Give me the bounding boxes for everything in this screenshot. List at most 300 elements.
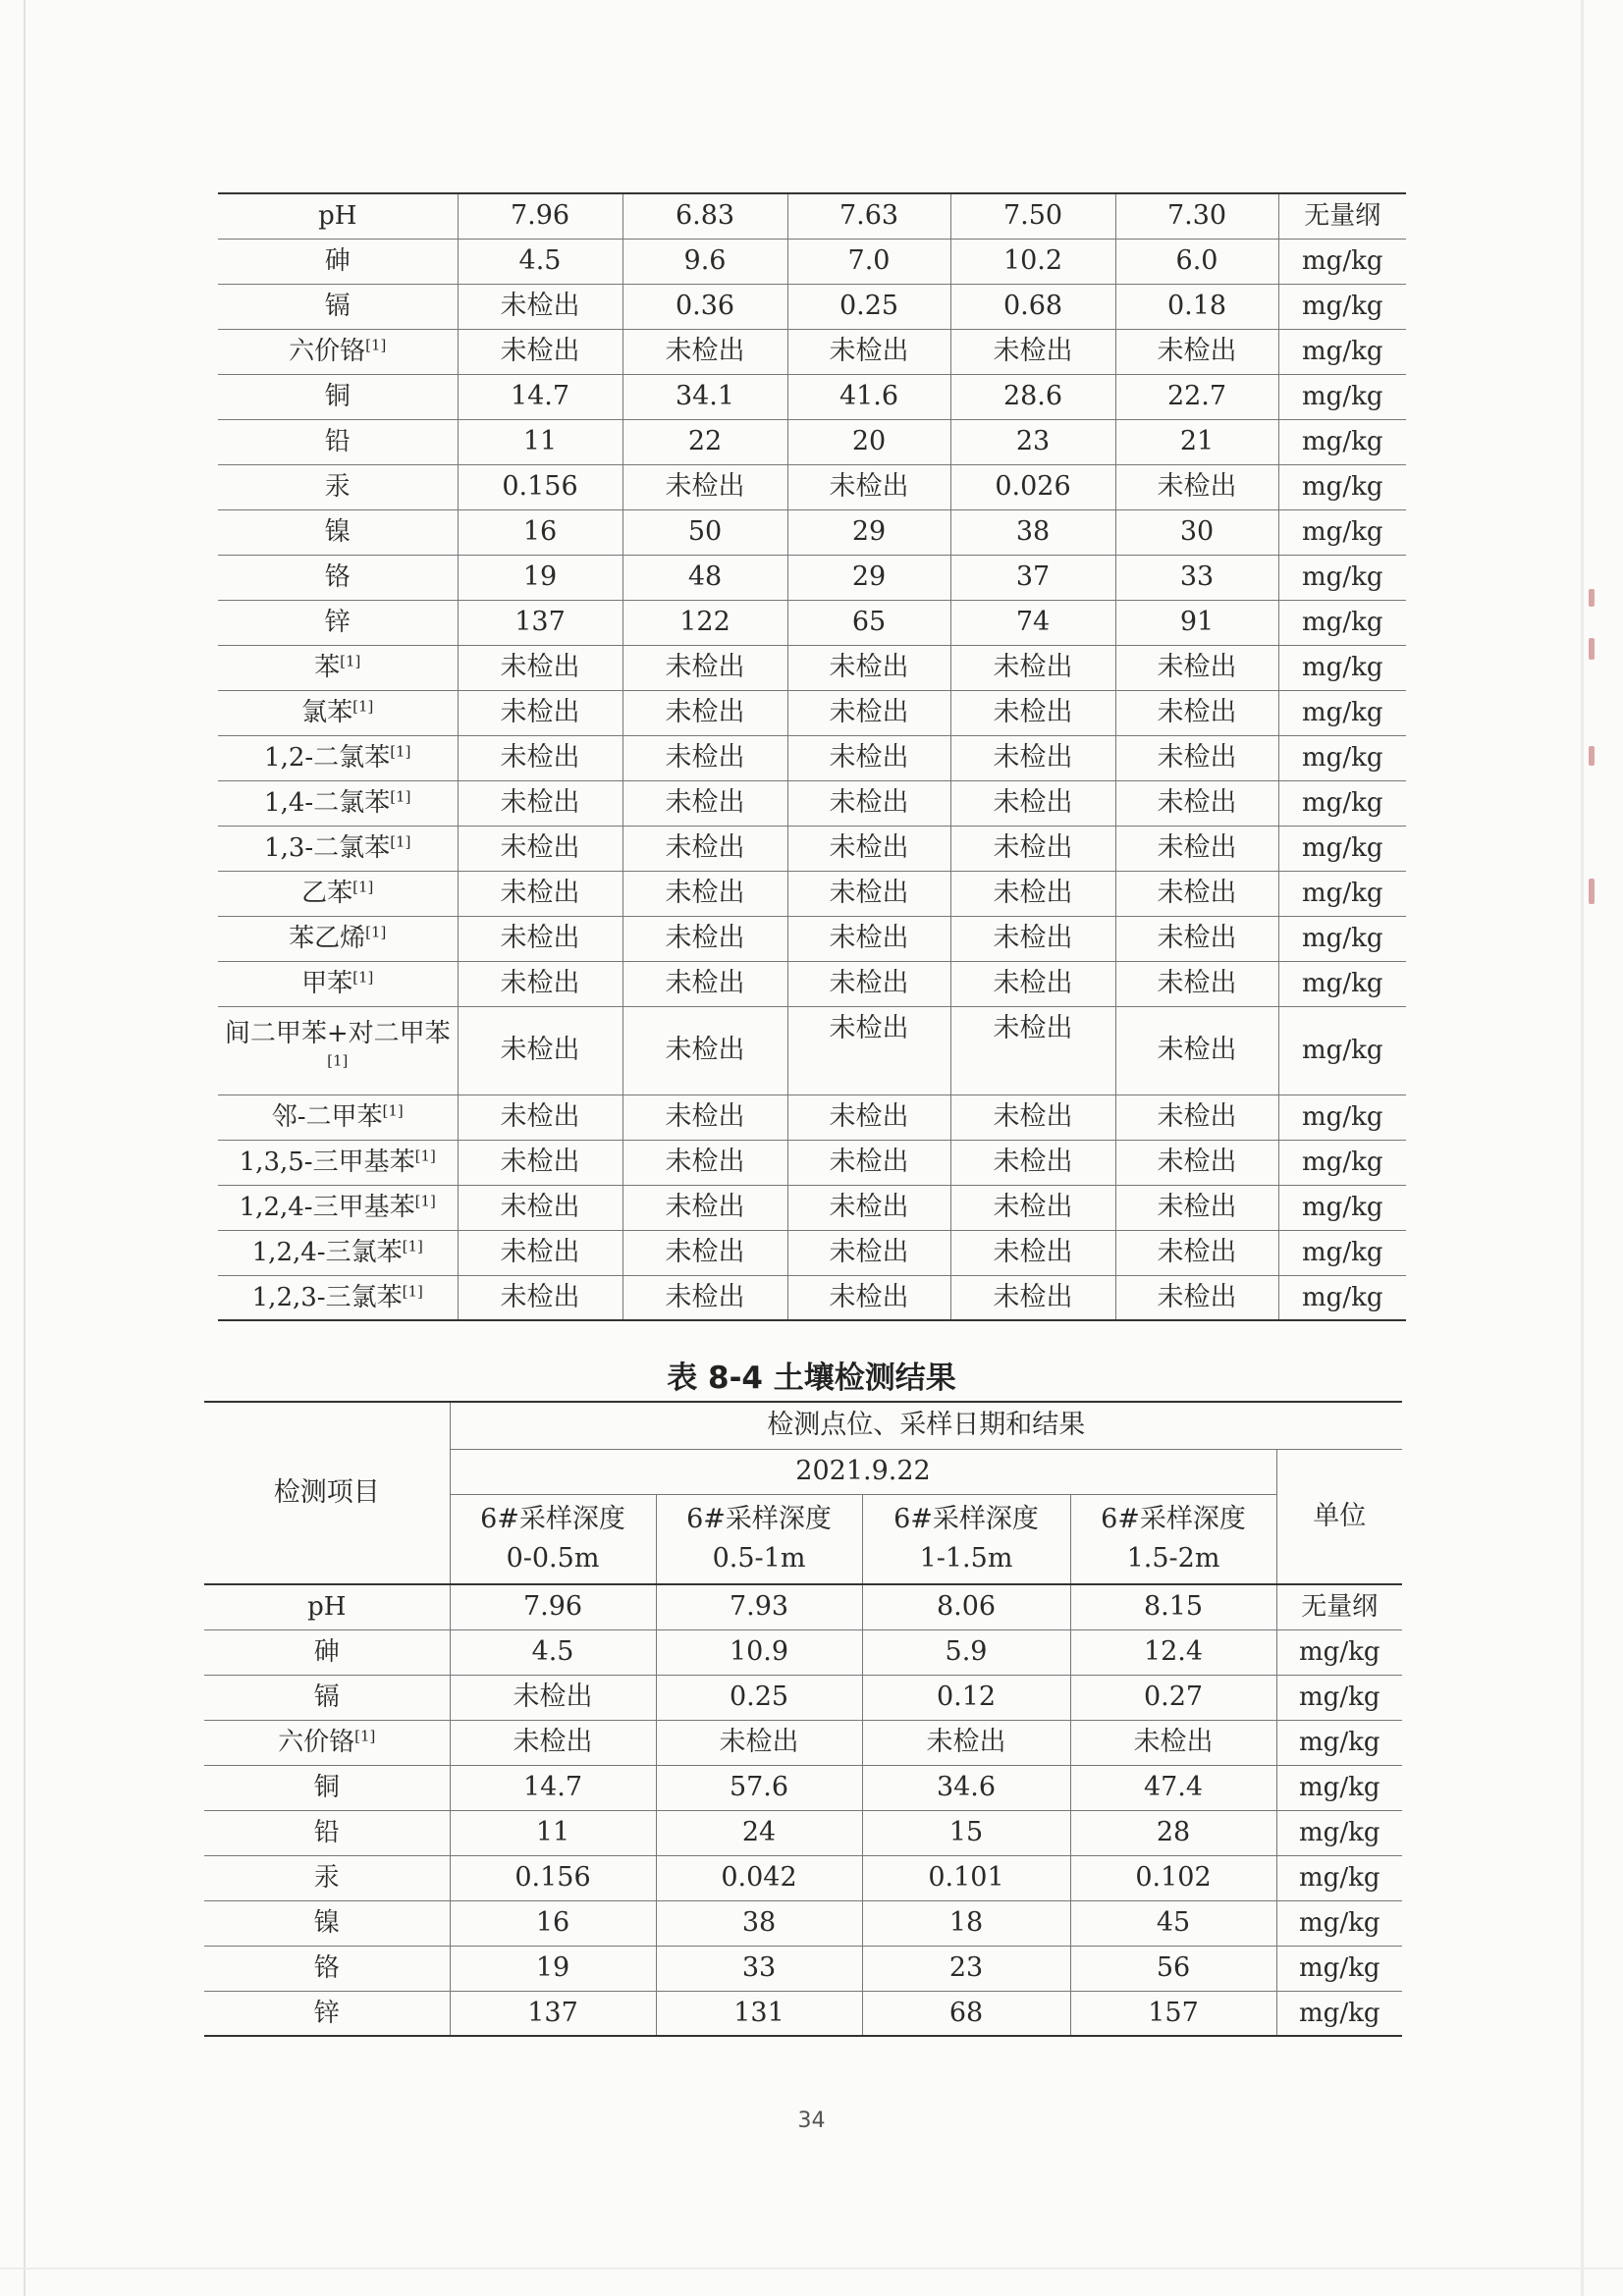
cell-value: 未检出	[458, 826, 622, 871]
cell-unit: mg/kg	[1278, 735, 1406, 780]
cell-value: 5.9	[862, 1629, 1070, 1675]
cell-value: 56	[1070, 1946, 1276, 1991]
cell-item	[218, 826, 458, 871]
cell-value: 137	[450, 1991, 656, 2036]
cell-value: 0.68	[950, 284, 1115, 329]
cell-value: 7.96	[458, 193, 622, 239]
cell-item	[218, 1230, 458, 1275]
table-row	[218, 1275, 1406, 1320]
cell-value: 未检出	[622, 871, 787, 916]
item-name: 1,3,5-三甲基苯	[239, 1148, 415, 1177]
cell-value: 未检出	[622, 961, 787, 1006]
cell-item	[218, 961, 458, 1006]
item-name: 氯苯	[301, 698, 353, 727]
cell-value: 未检出	[950, 1006, 1115, 1095]
cell-value: 22.7	[1115, 374, 1278, 419]
cell-unit: mg/kg	[1276, 1991, 1402, 2036]
cell-item	[218, 1185, 458, 1230]
cell-value: 29	[787, 555, 950, 600]
footnote-ref: [1]	[327, 1051, 349, 1070]
cell-value: 未检出	[458, 1185, 622, 1230]
header-group-label: 检测点位、采样日期和结果	[450, 1402, 1402, 1449]
cell-value: 未检出	[458, 735, 622, 780]
footnote-ref: [1]	[352, 697, 374, 716]
cell-item	[204, 1629, 450, 1675]
item-name: 汞	[324, 472, 351, 502]
cell-value: 57.6	[656, 1765, 862, 1810]
cell-value: 11	[458, 419, 622, 464]
cell-unit: mg/kg	[1276, 1900, 1402, 1946]
cell-value: 未检出	[950, 871, 1115, 916]
cell-value: 33	[656, 1946, 862, 1991]
cell-value: 未检出	[950, 961, 1115, 1006]
cell-value: 0.18	[1115, 284, 1278, 329]
cell-unit: mg/kg	[1278, 1140, 1406, 1185]
item-name: 汞	[313, 1863, 340, 1893]
cell-value: 未检出	[787, 916, 950, 961]
cell-value: 8.06	[862, 1584, 1070, 1629]
cell-item	[218, 464, 458, 509]
item-name: 六价铬	[289, 337, 366, 366]
cell-value: 68	[862, 1991, 1070, 2036]
table-row	[218, 826, 1406, 871]
item-name: 苯乙烯	[289, 924, 366, 953]
cell-value: 未检出	[1115, 735, 1278, 780]
item-name: 乙苯	[301, 879, 353, 908]
cell-value: 未检出	[1115, 916, 1278, 961]
table-row	[204, 1991, 1402, 2036]
cell-item	[218, 1095, 458, 1140]
cell-value: 38	[950, 509, 1115, 555]
cell-value: 未检出	[458, 1275, 622, 1320]
cell-value: 74	[950, 600, 1115, 645]
cell-item	[218, 329, 458, 374]
cell-value: 未检出	[950, 826, 1115, 871]
cell-value: 未检出	[622, 329, 787, 374]
cell-value: 未检出	[458, 1140, 622, 1185]
cell-unit: mg/kg	[1278, 555, 1406, 600]
cell-value: 37	[950, 555, 1115, 600]
cell-value: 未检出	[1070, 1720, 1276, 1765]
table-row	[218, 871, 1406, 916]
cell-value: 未检出	[622, 1006, 787, 1095]
item-name: 铬	[324, 562, 351, 592]
cell-value: 未检出	[1115, 1095, 1278, 1140]
cell-value: 未检出	[950, 645, 1115, 690]
cell-value: 未检出	[1115, 1006, 1278, 1095]
cell-unit: mg/kg	[1278, 871, 1406, 916]
item-name: 锌	[313, 1998, 340, 2028]
cell-unit: mg/kg	[1278, 600, 1406, 645]
header-unit-label: 单位	[1276, 1449, 1402, 1584]
cell-value: 未检出	[787, 961, 950, 1006]
cell-value: 未检出	[787, 735, 950, 780]
table-row	[218, 1230, 1406, 1275]
cell-value: 未检出	[787, 690, 950, 735]
item-name: pH	[318, 201, 357, 232]
footnote-ref: [1]	[390, 787, 411, 806]
header-depth-column	[656, 1494, 862, 1584]
footnote-ref: [1]	[365, 336, 387, 354]
cell-value: 未检出	[950, 1140, 1115, 1185]
depth-label: 6#采样深度	[686, 1503, 832, 1534]
footnote-ref: [1]	[352, 968, 374, 987]
cell-value: 未检出	[950, 329, 1115, 374]
scan-edge-left	[24, 0, 26, 2296]
cell-value: 20	[787, 419, 950, 464]
scan-mark	[1589, 589, 1595, 607]
cell-value: 未检出	[622, 735, 787, 780]
cell-value: 未检出	[622, 1140, 787, 1185]
cell-value: 未检出	[950, 1230, 1115, 1275]
cell-value: 未检出	[1115, 826, 1278, 871]
cell-value: 14.7	[450, 1765, 656, 1810]
item-name: pH	[307, 1592, 347, 1623]
cell-unit: mg/kg	[1276, 1946, 1402, 1991]
cell-value: 9.6	[622, 239, 787, 284]
table-row	[204, 1629, 1402, 1675]
cell-value: 41.6	[787, 374, 950, 419]
cell-value: 未检出	[1115, 780, 1278, 826]
cell-value: 0.102	[1070, 1855, 1276, 1900]
cell-value: 未检出	[787, 1006, 950, 1095]
table-row	[204, 1584, 1402, 1629]
table-caption: 表 8-4 土壤检测结果	[667, 1361, 956, 1396]
cell-value: 未检出	[458, 645, 622, 690]
item-name: 1,3-二氯苯	[264, 833, 391, 863]
item-name: 镍	[313, 1908, 340, 1938]
cell-value: 未检出	[458, 916, 622, 961]
cell-value: 未检出	[622, 1185, 787, 1230]
cell-value: 131	[656, 1991, 862, 2036]
cell-value: 7.96	[450, 1584, 656, 1629]
cell-item	[218, 600, 458, 645]
cell-unit: mg/kg	[1278, 690, 1406, 735]
cell-unit: mg/kg	[1276, 1855, 1402, 1900]
cell-value: 38	[656, 1900, 862, 1946]
cell-value: 未检出	[1115, 1230, 1278, 1275]
cell-unit: mg/kg	[1278, 1185, 1406, 1230]
cell-value: 未检出	[1115, 464, 1278, 509]
table-row	[204, 1810, 1402, 1855]
item-name: 镍	[324, 517, 351, 547]
item-name: 1,2,4-三氯苯	[251, 1238, 403, 1267]
scan-edge-right	[1581, 0, 1584, 2296]
cell-value: 未检出	[950, 1275, 1115, 1320]
table-row	[218, 464, 1406, 509]
cell-value: 157	[1070, 1991, 1276, 2036]
cell-value: 7.0	[787, 239, 950, 284]
cell-value: 未检出	[458, 690, 622, 735]
cell-item	[218, 690, 458, 735]
cell-item	[218, 871, 458, 916]
table-row	[218, 284, 1406, 329]
cell-value: 未检出	[622, 464, 787, 509]
item-name: 镉	[324, 292, 351, 321]
cell-value: 未检出	[622, 826, 787, 871]
cell-item	[218, 239, 458, 284]
item-name: 镉	[313, 1682, 340, 1712]
header-item-label: 检测项目	[204, 1402, 450, 1584]
table-row	[218, 780, 1406, 826]
cell-value: 34.6	[862, 1765, 1070, 1810]
header-depth-column	[862, 1494, 1070, 1584]
cell-value: 4.5	[450, 1629, 656, 1675]
cell-value: 未检出	[458, 284, 622, 329]
cell-value: 未检出	[787, 1095, 950, 1140]
cell-value: 7.63	[787, 193, 950, 239]
cell-item	[204, 1900, 450, 1946]
cell-unit: mg/kg	[1278, 645, 1406, 690]
table-row	[218, 329, 1406, 374]
cell-value: 未检出	[787, 780, 950, 826]
cell-value: 未检出	[787, 871, 950, 916]
cell-value: 137	[458, 600, 622, 645]
item-name: 锌	[324, 608, 351, 637]
cell-unit: 无量纲	[1278, 193, 1406, 239]
cell-item	[218, 419, 458, 464]
footnote-ref: [1]	[390, 742, 411, 761]
cell-value: 16	[450, 1900, 656, 1946]
cell-value: 11	[450, 1810, 656, 1855]
cell-unit: mg/kg	[1278, 916, 1406, 961]
scan-mark	[1589, 879, 1595, 904]
cell-value: 28	[1070, 1810, 1276, 1855]
header-depth-column	[1070, 1494, 1276, 1584]
cell-value: 7.50	[950, 193, 1115, 239]
table-row	[204, 1675, 1402, 1720]
table-row	[204, 1946, 1402, 1991]
table-body	[204, 1584, 1402, 2036]
cell-item	[218, 735, 458, 780]
footnote-ref: [1]	[402, 1237, 423, 1255]
cell-value: 15	[862, 1810, 1070, 1855]
footnote-ref: [1]	[340, 652, 361, 670]
cell-value: 未检出	[1115, 961, 1278, 1006]
scan-mark	[1589, 746, 1595, 766]
table-row	[218, 509, 1406, 555]
footnote-ref: [1]	[382, 1101, 404, 1120]
footnote-ref: [1]	[414, 1192, 436, 1210]
table-row	[218, 239, 1406, 284]
cell-value: 6.0	[1115, 239, 1278, 284]
cell-value: 未检出	[622, 690, 787, 735]
cell-item	[218, 1006, 458, 1095]
cell-item	[218, 916, 458, 961]
cell-unit: mg/kg	[1278, 509, 1406, 555]
cell-value: 10.2	[950, 239, 1115, 284]
cell-value: 未检出	[950, 1185, 1115, 1230]
cell-value: 未检出	[458, 329, 622, 374]
table-row	[218, 961, 1406, 1006]
cell-value: 7.30	[1115, 193, 1278, 239]
cell-unit: mg/kg	[1278, 464, 1406, 509]
table-row	[218, 1185, 1406, 1230]
cell-value: 未检出	[622, 1095, 787, 1140]
table-row	[218, 735, 1406, 780]
item-name: 砷	[324, 246, 351, 276]
item-name: 邻-二甲苯	[271, 1102, 383, 1132]
table-row	[218, 193, 1406, 239]
cell-value: 未检出	[622, 645, 787, 690]
cell-value: 未检出	[787, 645, 950, 690]
cell-unit: mg/kg	[1278, 780, 1406, 826]
cell-value: 23	[950, 419, 1115, 464]
item-name: 铜	[324, 382, 351, 411]
cell-unit: mg/kg	[1278, 1095, 1406, 1140]
cell-unit: mg/kg	[1276, 1720, 1402, 1765]
cell-unit: mg/kg	[1278, 961, 1406, 1006]
depth-range: 1-1.5m	[919, 1542, 1013, 1574]
cell-value: 未检出	[787, 329, 950, 374]
item-name: 1,4-二氯苯	[264, 788, 391, 818]
cell-value: 45	[1070, 1900, 1276, 1946]
cell-unit: mg/kg	[1276, 1765, 1402, 1810]
cell-value: 21	[1115, 419, 1278, 464]
cell-value: 未检出	[450, 1720, 656, 1765]
item-name: 1,2,3-三氯苯	[251, 1282, 403, 1312]
cell-unit: mg/kg	[1278, 1275, 1406, 1320]
depth-range: 0-0.5m	[506, 1542, 600, 1574]
cell-item	[218, 645, 458, 690]
cell-unit: mg/kg	[1278, 1230, 1406, 1275]
cell-unit: mg/kg	[1278, 284, 1406, 329]
cell-value: 未检出	[458, 961, 622, 1006]
cell-value: 未检出	[950, 735, 1115, 780]
cell-value: 0.12	[862, 1675, 1070, 1720]
cell-item	[204, 1584, 450, 1629]
cell-unit: mg/kg	[1278, 1006, 1406, 1095]
cell-item	[218, 1275, 458, 1320]
cell-item	[218, 509, 458, 555]
cell-item	[204, 1720, 450, 1765]
cell-value: 0.36	[622, 284, 787, 329]
table-body	[218, 193, 1406, 1320]
cell-unit: mg/kg	[1278, 329, 1406, 374]
cell-value: 0.101	[862, 1855, 1070, 1900]
cell-value: 未检出	[450, 1675, 656, 1720]
cell-unit: mg/kg	[1278, 419, 1406, 464]
cell-value: 30	[1115, 509, 1278, 555]
cell-item	[204, 1810, 450, 1855]
header-depth-column	[450, 1494, 656, 1584]
footnote-ref: [1]	[390, 832, 411, 851]
cell-item	[218, 555, 458, 600]
cell-value: 0.156	[450, 1855, 656, 1900]
cell-value: 7.93	[656, 1584, 862, 1629]
footnote-ref: [1]	[414, 1147, 436, 1165]
cell-value: 未检出	[1115, 1140, 1278, 1185]
cell-value: 0.25	[787, 284, 950, 329]
scan-mark	[1589, 638, 1595, 660]
table-row	[218, 645, 1406, 690]
cell-value: 未检出	[458, 1095, 622, 1140]
item-name: 六价铬	[278, 1728, 355, 1757]
cell-value: 10.9	[656, 1629, 862, 1675]
cell-value: 34.1	[622, 374, 787, 419]
scan-edge-bottom	[0, 2268, 1623, 2269]
cell-item	[204, 1855, 450, 1900]
cell-value: 0.27	[1070, 1675, 1276, 1720]
table-row	[218, 555, 1406, 600]
cell-item	[218, 780, 458, 826]
cell-item	[204, 1675, 450, 1720]
table-row	[218, 419, 1406, 464]
cell-item	[218, 193, 458, 239]
page-number: 34	[797, 2109, 826, 2133]
cell-value: 未检出	[1115, 329, 1278, 374]
soil-results-table-8-4	[204, 1401, 1402, 2037]
cell-value: 未检出	[1115, 1275, 1278, 1320]
table-row	[218, 1140, 1406, 1185]
cell-value: 24	[656, 1810, 862, 1855]
cell-value: 未检出	[787, 464, 950, 509]
cell-value: 未检出	[787, 1140, 950, 1185]
depth-range: 0.5-1m	[712, 1542, 806, 1574]
cell-item	[218, 374, 458, 419]
item-name: 甲苯	[301, 969, 353, 998]
cell-value: 18	[862, 1900, 1070, 1946]
cell-value: 48	[622, 555, 787, 600]
cell-value: 6.83	[622, 193, 787, 239]
cell-item	[204, 1946, 450, 1991]
table-row	[204, 1900, 1402, 1946]
table-row	[218, 690, 1406, 735]
depth-label: 6#采样深度	[1101, 1503, 1246, 1534]
cell-item	[218, 1140, 458, 1185]
cell-unit: 无量纲	[1276, 1584, 1402, 1629]
header-sampling-date: 2021.9.22	[450, 1449, 1276, 1494]
cell-value: 8.15	[1070, 1584, 1276, 1629]
table-row	[218, 1095, 1406, 1140]
depth-label: 6#采样深度	[480, 1503, 625, 1534]
table-row	[218, 374, 1406, 419]
cell-value: 未检出	[1115, 690, 1278, 735]
table-row	[204, 1765, 1402, 1810]
cell-value: 65	[787, 600, 950, 645]
cell-value: 50	[622, 509, 787, 555]
soil-results-table-continued	[218, 192, 1406, 1321]
cell-value: 未检出	[1115, 645, 1278, 690]
cell-value: 未检出	[458, 780, 622, 826]
footnote-ref: [1]	[365, 923, 387, 941]
item-name: 砷	[313, 1637, 340, 1667]
cell-value: 未检出	[787, 1275, 950, 1320]
item-name: 1,2,4-三甲基苯	[239, 1193, 415, 1222]
cell-value: 未检出	[950, 690, 1115, 735]
cell-value: 0.25	[656, 1675, 862, 1720]
cell-value: 91	[1115, 600, 1278, 645]
cell-unit: mg/kg	[1278, 826, 1406, 871]
depth-label: 6#采样深度	[893, 1503, 1039, 1534]
item-name: 间二甲苯+对二甲苯	[224, 1019, 451, 1048]
cell-value: 未检出	[787, 1230, 950, 1275]
cell-value: 0.156	[458, 464, 622, 509]
cell-value: 47.4	[1070, 1765, 1276, 1810]
cell-value: 未检出	[1115, 1185, 1278, 1230]
item-name: 1,2-二氯苯	[264, 743, 391, 773]
cell-value: 19	[450, 1946, 656, 1991]
table-row	[218, 916, 1406, 961]
item-name: 铅	[324, 427, 351, 456]
cell-item	[204, 1991, 450, 2036]
item-name: 铜	[313, 1773, 340, 1802]
cell-value: 未检出	[950, 916, 1115, 961]
cell-value: 33	[1115, 555, 1278, 600]
cell-value: 122	[622, 600, 787, 645]
cell-value: 28.6	[950, 374, 1115, 419]
table-row	[218, 1006, 1406, 1095]
